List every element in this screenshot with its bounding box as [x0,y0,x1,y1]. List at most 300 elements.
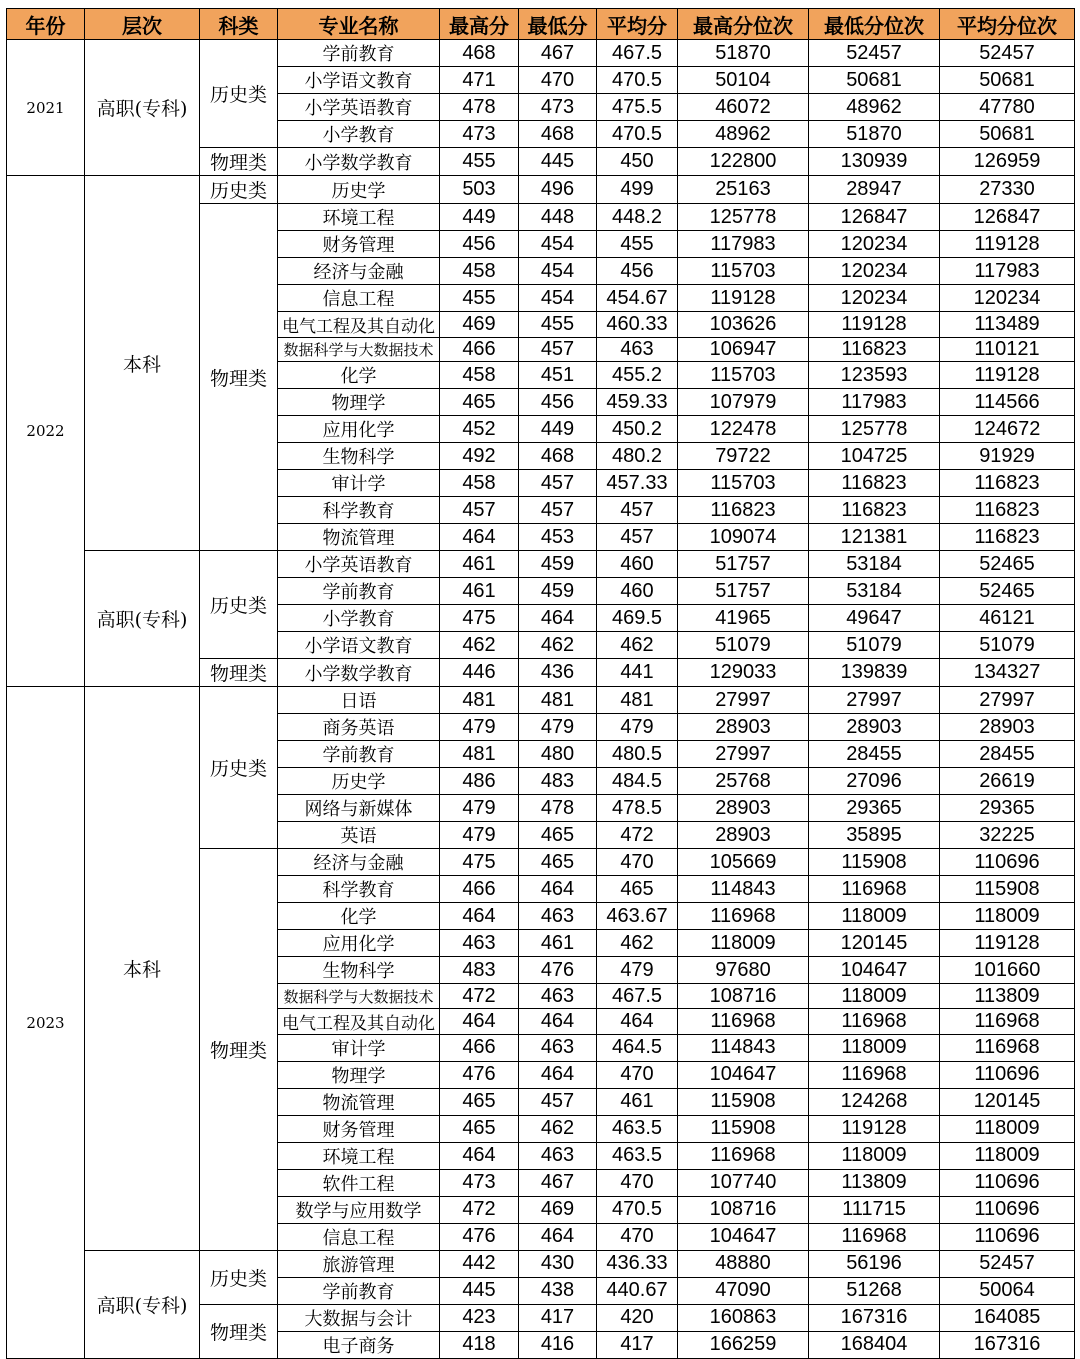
max-rank-cell: 79722 [678,443,809,470]
avg-rank-cell: 118009 [940,1115,1075,1142]
min-score-cell: 461 [519,930,597,957]
avg-score-cell: 462 [597,930,678,957]
max-rank-cell: 115703 [678,362,809,389]
major-cell [278,1250,440,1277]
avg-score-cell: 470.5 [597,67,678,94]
min-score-cell: 451 [519,362,597,389]
major-name: 物流管理 [322,1092,395,1114]
min-rank-cell: 51870 [809,121,940,148]
avg-score-cell: 465 [597,876,678,903]
major-cell [278,876,440,903]
max-rank-cell: 48962 [678,121,809,148]
max-score-cell: 479 [440,822,519,849]
avg-rank-cell: 91929 [940,443,1075,470]
major-cell [278,204,440,231]
avg-score-cell: 459.33 [597,389,678,416]
max-rank-cell: 166259 [678,1331,809,1358]
major-name: 经济与金融 [313,853,404,875]
avg-score-cell: 456 [597,258,678,285]
min-rank-cell: 121381 [809,524,940,551]
major-cell [278,67,440,94]
min-score-cell: 468 [519,121,597,148]
min-rank-cell: 120234 [809,231,940,258]
min-rank-cell: 51268 [809,1277,940,1304]
avg-rank-cell: 51079 [940,632,1075,659]
max-rank-cell: 109074 [678,524,809,551]
max-rank-cell: 108716 [678,984,809,1008]
max-score-cell: 473 [440,1169,519,1196]
min-score-cell: 436 [519,659,597,687]
avg-rank-cell: 32225 [940,822,1075,849]
min-rank-cell: 49647 [809,605,940,632]
min-rank-cell: 120145 [809,930,940,957]
major-name: 财务管理 [322,1119,395,1141]
max-score-cell: 457 [440,497,519,524]
min-rank-cell: 104647 [809,957,940,984]
max-rank-cell: 41965 [678,605,809,632]
min-score-cell: 469 [519,1196,597,1223]
max-rank-cell: 27997 [678,687,809,714]
major-name: 化学 [340,907,377,929]
header-avg-rank: 平均分位次 [940,9,1075,40]
major-cell [278,285,440,312]
min-rank-cell: 28947 [809,176,940,204]
major-name: 环境工程 [322,208,395,229]
min-score-cell: 416 [519,1331,597,1358]
major-name: 旅游管理 [322,1254,395,1276]
avg-score-cell: 484.5 [597,768,678,795]
major-cell [278,930,440,957]
min-score-cell: 438 [519,1277,597,1304]
major-cell [278,687,440,714]
major-name: 审计学 [331,1038,386,1060]
avg-score-cell: 448.2 [597,204,678,231]
major-cell [278,768,440,795]
max-rank-cell: 117983 [678,231,809,258]
avg-rank-cell: 115908 [940,876,1075,903]
avg-score-cell: 470.5 [597,1196,678,1223]
major-name: 历史学 [331,772,386,794]
min-score-cell: 464 [519,876,597,903]
avg-score-cell: 480.2 [597,443,678,470]
avg-score-cell: 457 [597,524,678,551]
avg-score-cell: 499 [597,176,678,204]
avg-score-cell: 440.67 [597,1277,678,1304]
min-score-cell: 462 [519,632,597,659]
major-name: 生物科学 [322,447,395,469]
avg-rank-cell: 50064 [940,1277,1075,1304]
max-score-cell: 466 [440,1034,519,1061]
max-rank-cell: 115703 [678,470,809,497]
min-score-cell: 481 [519,687,597,714]
avg-rank-cell: 52465 [940,551,1075,578]
max-rank-cell: 129033 [678,659,809,687]
min-score-cell: 462 [519,1115,597,1142]
major-name: 科学教育 [322,880,395,902]
subject-cell: 物理类 [200,849,278,1250]
year-cell: 2022 [7,176,85,687]
min-rank-cell: 115908 [809,849,940,876]
major-cell [278,1088,440,1115]
avg-rank-cell: 116968 [940,1034,1075,1061]
min-rank-cell: 167316 [809,1304,940,1331]
min-score-cell: 479 [519,714,597,741]
major-name: 电气工程及其自动化 [282,1013,435,1034]
max-score-cell: 492 [440,443,519,470]
major-name: 财务管理 [322,235,395,256]
major-cell [278,605,440,632]
max-rank-cell: 28903 [678,795,809,822]
header-max-rank: 最高分位次 [678,9,809,40]
min-rank-cell: 51079 [809,632,940,659]
min-rank-cell: 116823 [809,497,940,524]
avg-rank-cell: 27330 [940,176,1075,204]
major-cell [278,362,440,389]
max-score-cell: 473 [440,121,519,148]
max-score-cell: 456 [440,231,519,258]
avg-rank-cell: 126959 [940,148,1075,176]
min-rank-cell: 120234 [809,258,940,285]
year-cell: 2021 [7,40,85,176]
table-row [7,687,1075,714]
max-rank-cell: 118009 [678,930,809,957]
avg-rank-cell: 118009 [940,1142,1075,1169]
avg-score-cell: 470 [597,849,678,876]
major-name: 学前教育 [322,582,395,604]
max-rank-cell: 107979 [678,389,809,416]
max-rank-cell: 25163 [678,176,809,204]
max-rank-cell: 119128 [678,285,809,312]
max-rank-cell: 104647 [678,1061,809,1088]
min-score-cell: 464 [519,605,597,632]
major-cell [278,795,440,822]
avg-rank-cell: 110696 [940,1223,1075,1250]
max-score-cell: 463 [440,930,519,957]
header-max-score: 最高分 [440,9,519,40]
avg-score-cell: 470 [597,1169,678,1196]
max-rank-cell: 27997 [678,741,809,768]
avg-rank-cell: 116823 [940,470,1075,497]
avg-rank-cell: 167316 [940,1331,1075,1358]
subject-cell: 物理类 [200,204,278,551]
min-score-cell: 459 [519,578,597,605]
avg-rank-cell: 113809 [940,984,1075,1008]
major-cell [278,1169,440,1196]
min-score-cell: 457 [519,1088,597,1115]
avg-rank-cell: 124672 [940,416,1075,443]
max-score-cell: 476 [440,1223,519,1250]
max-score-cell: 464 [440,903,519,930]
header-major: 专业名称 [278,9,440,40]
max-score-cell: 466 [440,876,519,903]
max-score-cell: 461 [440,551,519,578]
min-rank-cell: 119128 [809,312,940,338]
max-score-cell: 475 [440,849,519,876]
major-name: 电子商务 [322,1335,395,1357]
major-name: 审计学 [331,474,386,496]
major-cell [278,1331,440,1358]
avg-rank-cell: 46121 [940,605,1075,632]
min-score-cell: 467 [519,40,597,67]
subject-cell: 历史类 [200,1250,278,1304]
min-score-cell: 464 [519,1008,597,1034]
table-row [7,176,1075,204]
subject-cell: 历史类 [200,40,278,148]
avg-score-cell: 457.33 [597,470,678,497]
avg-score-cell: 417 [597,1331,678,1358]
avg-rank-cell: 134327 [940,659,1075,687]
major-name: 物流管理 [322,528,395,550]
major-cell [278,1304,440,1331]
avg-score-cell: 420 [597,1304,678,1331]
max-score-cell: 423 [440,1304,519,1331]
score-table-sheet [6,8,1075,1359]
min-score-cell: 468 [519,443,597,470]
avg-rank-cell: 119128 [940,362,1075,389]
avg-score-cell: 463.67 [597,903,678,930]
max-rank-cell: 50104 [678,67,809,94]
min-rank-cell: 104725 [809,443,940,470]
level-cell: 本科 [85,176,200,551]
header-year: 年份 [7,9,85,40]
avg-rank-cell: 120145 [940,1088,1075,1115]
min-rank-cell: 120234 [809,285,940,312]
min-rank-cell: 53184 [809,578,940,605]
major-cell [278,258,440,285]
max-rank-cell: 160863 [678,1304,809,1331]
max-score-cell: 478 [440,94,519,121]
min-score-cell: 430 [519,1250,597,1277]
max-rank-cell: 115908 [678,1115,809,1142]
avg-rank-cell: 120234 [940,285,1075,312]
min-rank-cell: 118009 [809,1142,940,1169]
major-name: 信息工程 [322,1227,395,1249]
min-rank-cell: 29365 [809,795,940,822]
max-rank-cell: 114843 [678,1034,809,1061]
avg-score-cell: 481 [597,687,678,714]
major-cell [278,416,440,443]
major-name: 物理学 [331,1065,386,1087]
max-rank-cell: 115703 [678,258,809,285]
min-score-cell: 454 [519,285,597,312]
min-score-cell: 463 [519,1142,597,1169]
max-score-cell: 483 [440,957,519,984]
max-score-cell: 468 [440,40,519,67]
avg-rank-cell: 101660 [940,957,1075,984]
avg-score-cell: 467.5 [597,984,678,1008]
major-name: 小学英语教育 [304,555,413,577]
major-name: 生物科学 [322,961,395,983]
min-rank-cell: 116968 [809,1008,940,1034]
max-score-cell: 452 [440,416,519,443]
max-rank-cell: 116968 [678,903,809,930]
min-score-cell: 470 [519,67,597,94]
min-rank-cell: 117983 [809,389,940,416]
max-rank-cell: 108716 [678,1196,809,1223]
avg-rank-cell: 118009 [940,903,1075,930]
max-rank-cell: 116968 [678,1142,809,1169]
major-name: 大数据与会计 [304,1308,413,1330]
major-cell [278,1061,440,1088]
major-cell [278,1115,440,1142]
max-rank-cell: 122800 [678,148,809,176]
min-score-cell: 473 [519,94,597,121]
level-cell: 高职(专科) [85,1250,200,1358]
table-row [7,551,1075,578]
max-rank-cell: 97680 [678,957,809,984]
major-name: 日语 [340,691,377,713]
min-score-cell: 465 [519,849,597,876]
max-rank-cell: 51757 [678,551,809,578]
max-score-cell: 475 [440,605,519,632]
avg-score-cell: 479 [597,957,678,984]
max-score-cell: 466 [440,338,519,362]
major-cell [278,176,440,204]
max-rank-cell: 28903 [678,714,809,741]
major-name: 科学教育 [322,501,395,523]
avg-score-cell: 472 [597,822,678,849]
major-cell [278,121,440,148]
max-score-cell: 481 [440,687,519,714]
avg-score-cell: 462 [597,632,678,659]
max-score-cell: 472 [440,984,519,1008]
major-cell [278,40,440,67]
header-min-rank: 最低分位次 [809,9,940,40]
min-score-cell: 465 [519,822,597,849]
major-name: 应用化学 [322,420,395,442]
avg-score-cell: 460 [597,551,678,578]
min-score-cell: 454 [519,258,597,285]
major-cell [278,497,440,524]
min-score-cell: 467 [519,1169,597,1196]
max-rank-cell: 48880 [678,1250,809,1277]
major-cell [278,849,440,876]
max-score-cell: 503 [440,176,519,204]
min-score-cell: 463 [519,903,597,930]
avg-score-cell: 480.5 [597,741,678,768]
avg-score-cell: 441 [597,659,678,687]
min-rank-cell: 124268 [809,1088,940,1115]
major-cell [278,1142,440,1169]
min-rank-cell: 118009 [809,1034,940,1061]
max-rank-cell: 122478 [678,416,809,443]
avg-rank-cell: 52457 [940,1250,1075,1277]
min-score-cell: 464 [519,1223,597,1250]
major-name: 物理学 [331,393,386,415]
min-score-cell: 476 [519,957,597,984]
subject-cell: 物理类 [200,1304,278,1358]
major-name: 数学与应用数学 [295,1200,422,1222]
min-rank-cell: 111715 [809,1196,940,1223]
avg-score-cell: 454.67 [597,285,678,312]
max-score-cell: 458 [440,470,519,497]
major-name: 网络与新媒体 [304,799,413,821]
major-name: 英语 [340,826,377,848]
min-rank-cell: 116968 [809,876,940,903]
major-cell [278,632,440,659]
major-cell [278,1223,440,1250]
min-rank-cell: 27997 [809,687,940,714]
major-cell [278,578,440,605]
avg-score-cell: 464 [597,1008,678,1034]
min-score-cell: 459 [519,551,597,578]
avg-rank-cell: 27997 [940,687,1075,714]
major-name: 小学语文教育 [304,71,413,92]
table-body [7,40,1075,1359]
min-rank-cell: 27096 [809,768,940,795]
subject-cell: 物理类 [200,659,278,687]
avg-rank-cell: 52465 [940,578,1075,605]
max-score-cell: 479 [440,714,519,741]
max-rank-cell: 114843 [678,876,809,903]
max-rank-cell: 105669 [678,849,809,876]
major-cell [278,551,440,578]
avg-rank-cell: 113489 [940,312,1075,338]
header-row [7,9,1075,40]
min-score-cell: 483 [519,768,597,795]
avg-rank-cell: 116823 [940,524,1075,551]
avg-score-cell: 460.33 [597,312,678,338]
min-rank-cell: 116968 [809,1223,940,1250]
level-cell: 高职(专科) [85,40,200,176]
min-score-cell: 445 [519,148,597,176]
max-score-cell: 472 [440,1196,519,1223]
max-score-cell: 462 [440,632,519,659]
avg-score-cell: 469.5 [597,605,678,632]
min-rank-cell: 35895 [809,822,940,849]
avg-rank-cell: 52457 [940,40,1075,67]
avg-score-cell: 460 [597,578,678,605]
major-cell [278,1034,440,1061]
min-rank-cell: 168404 [809,1331,940,1358]
subject-cell: 历史类 [200,176,278,204]
major-name: 数据科学与大数据技术 [283,987,434,1006]
max-rank-cell: 107740 [678,1169,809,1196]
avg-score-cell: 478.5 [597,795,678,822]
avg-score-cell: 475.5 [597,94,678,121]
max-rank-cell: 28903 [678,822,809,849]
major-cell [278,338,440,362]
min-score-cell: 463 [519,984,597,1008]
year-cell: 2023 [7,687,85,1358]
major-cell [278,443,440,470]
max-rank-cell: 47090 [678,1277,809,1304]
max-score-cell: 476 [440,1061,519,1088]
max-rank-cell: 51870 [678,40,809,67]
min-rank-cell: 118009 [809,984,940,1008]
avg-score-cell: 450 [597,148,678,176]
header-subject: 科类 [200,9,278,40]
avg-score-cell: 467.5 [597,40,678,67]
avg-score-cell: 455.2 [597,362,678,389]
avg-rank-cell: 114566 [940,389,1075,416]
max-rank-cell: 25768 [678,768,809,795]
min-score-cell: 480 [519,741,597,768]
subject-cell: 历史类 [200,551,278,659]
major-name: 经济与金融 [313,262,404,283]
max-score-cell: 464 [440,1142,519,1169]
min-rank-cell: 123593 [809,362,940,389]
avg-score-cell: 463.5 [597,1142,678,1169]
max-score-cell: 445 [440,1277,519,1304]
max-score-cell: 442 [440,1250,519,1277]
avg-score-cell: 479 [597,714,678,741]
major-name: 学前教育 [322,745,395,767]
min-score-cell: 478 [519,795,597,822]
major-name: 应用化学 [322,934,395,956]
min-rank-cell: 28903 [809,714,940,741]
avg-rank-cell: 47780 [940,94,1075,121]
